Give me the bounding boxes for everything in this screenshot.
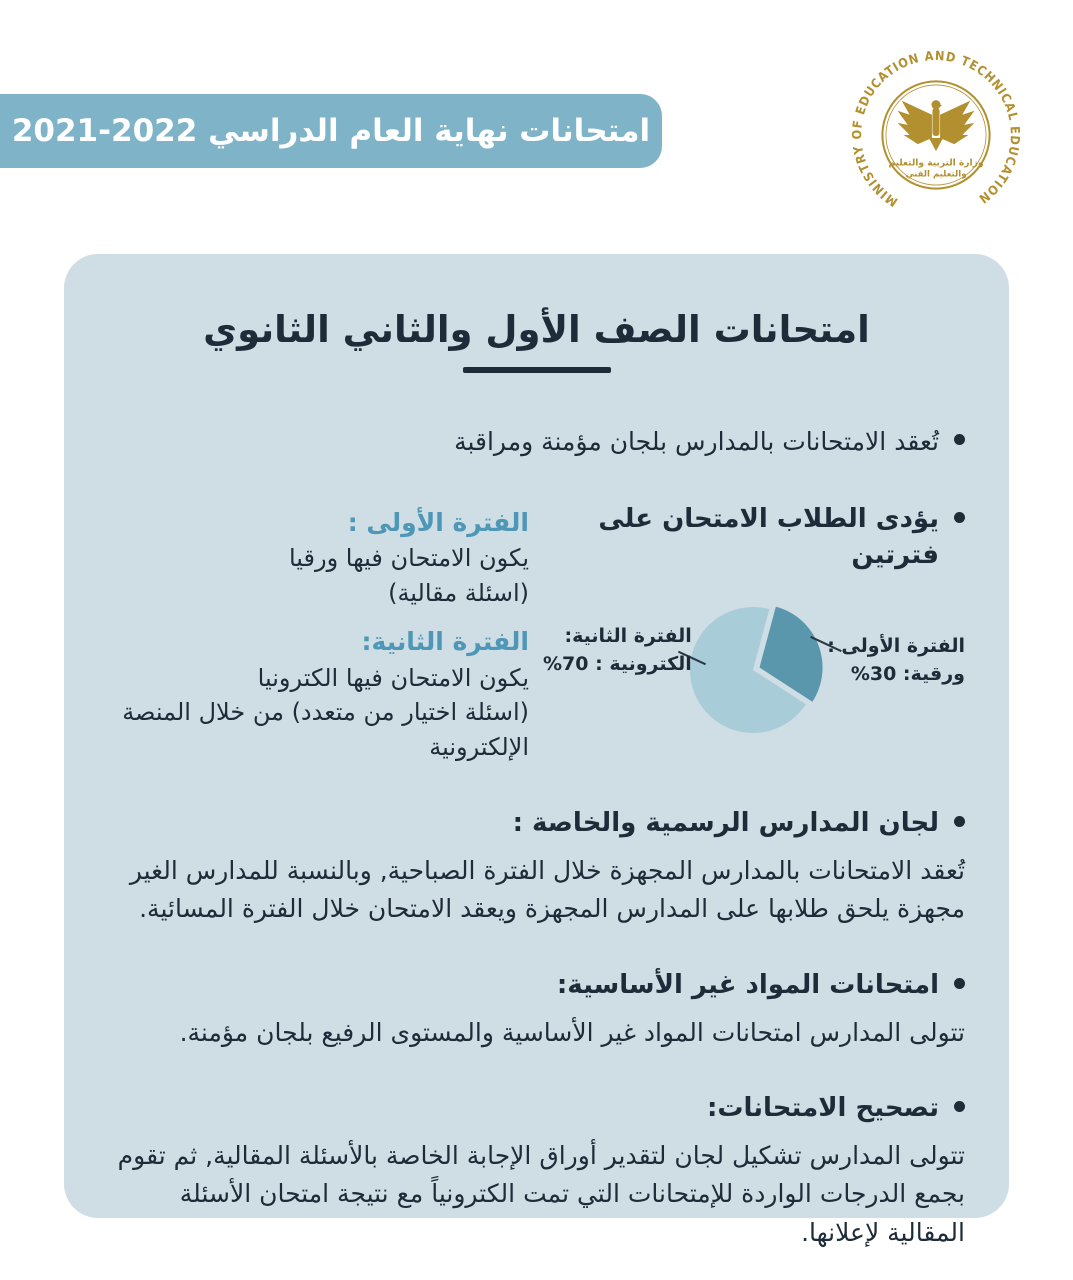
ministry-logo-svg xyxy=(845,44,1027,226)
grading-body: تتولى المدارس تشكيل لجان لتقدير أوراق الإجابة الخاصة بالأسئلة المقالية, ثم تقوم بجمع الدرجات الواردة للإمتحانات التي تمت الكترونياً مع نتيجة امتحان الأسئلة المقالية لإعلانها. xyxy=(117,1140,965,1248)
grading-heading: تصحيح الامتحانات: xyxy=(706,1093,939,1124)
period2-label: الفترة الثانية: xyxy=(361,627,529,657)
pie-chart-svg xyxy=(668,585,838,755)
pie-label-second-period-name: الفترة الثانية: xyxy=(564,625,692,648)
section-committees xyxy=(108,805,965,929)
ministry-logo xyxy=(845,44,1027,226)
periods-heading-row xyxy=(541,501,965,574)
bullet-dot xyxy=(954,512,965,523)
section-noncore-subjects xyxy=(108,967,965,1052)
bullet-dot xyxy=(954,1101,965,1112)
pie-label-first-period-name: الفترة الأولى : xyxy=(827,635,965,658)
period2-line1: يكون الامتحان فيها الكترونيا xyxy=(257,663,529,692)
noncore-body: تتولى المدارس امتحانات المواد غير الأساسية والمستوى الرفيع بلجان مؤمنة. xyxy=(179,1017,965,1047)
committees-body: تُعقد الامتحانات بالمدارس المجهزة خلال الفترة الصباحية, وبالنسبة للمدارس الغير مجهزة يلحق طلابها على المدارس المجهزة ويعقد الامتحان خلال الفترة المسائية. xyxy=(129,855,965,924)
logo-ring-text: MINISTRY OF EDUCATION AND TECHNICAL EDUCATION xyxy=(849,47,1023,210)
committees-heading-row xyxy=(108,805,965,841)
noncore-heading: امتحانات المواد غير الأساسية: xyxy=(556,970,939,1001)
content-card xyxy=(64,254,1009,1248)
pie-label-second-period xyxy=(543,623,692,678)
pie-label-first-period-value: ورقية: 30% xyxy=(850,662,965,685)
exam-periods-pie-chart xyxy=(541,585,965,767)
bullet-dot xyxy=(954,816,965,827)
period1-line1: يكون الامتحان فيها ورقيا xyxy=(288,543,529,572)
pie-label-second-period-value: الكترونية : 70% xyxy=(543,652,692,675)
bullet-dot xyxy=(954,978,965,989)
header-banner xyxy=(0,94,662,168)
bullet-secure-committees-text: تُعقد الامتحانات بالمدارس بلجان مؤمنة ومراقبة xyxy=(454,427,939,456)
periods-heading-and-chart xyxy=(541,501,965,768)
page-title: امتحانات الصف الأول والثاني الثانوي xyxy=(203,308,870,351)
pie-label-first-period xyxy=(827,633,965,688)
periods-heading: يؤدى الطلاب الامتحان على فترتين xyxy=(598,503,939,570)
logo-arabic-line2: والتعليم الفني xyxy=(905,169,967,180)
periods-description xyxy=(108,501,529,765)
bullet-secure-committees xyxy=(108,423,965,461)
bullet-dot xyxy=(954,434,965,445)
period1-line2: (اسئلة مقالية) xyxy=(388,578,529,607)
section-grading xyxy=(108,1090,965,1253)
spacer xyxy=(108,610,529,624)
noncore-heading-row xyxy=(108,967,965,1003)
committees-heading: لجان المدارس الرسمية والخاصة : xyxy=(512,808,939,839)
period1-label: الفترة الأولى : xyxy=(347,507,529,537)
grading-heading-row xyxy=(108,1090,965,1126)
section-exam-periods xyxy=(108,501,965,768)
banner-title: امتحانات نهاية العام الدراسي 2022-2021 xyxy=(11,113,651,149)
logo-arabic-line1: وزارة التربية والتعليم xyxy=(888,158,984,169)
title-underline xyxy=(463,367,611,373)
periods-text-block xyxy=(108,505,529,765)
period2-line2: (اسئلة اختيار من متعدد) من خلال المنصة الإلكترونية xyxy=(122,698,529,762)
